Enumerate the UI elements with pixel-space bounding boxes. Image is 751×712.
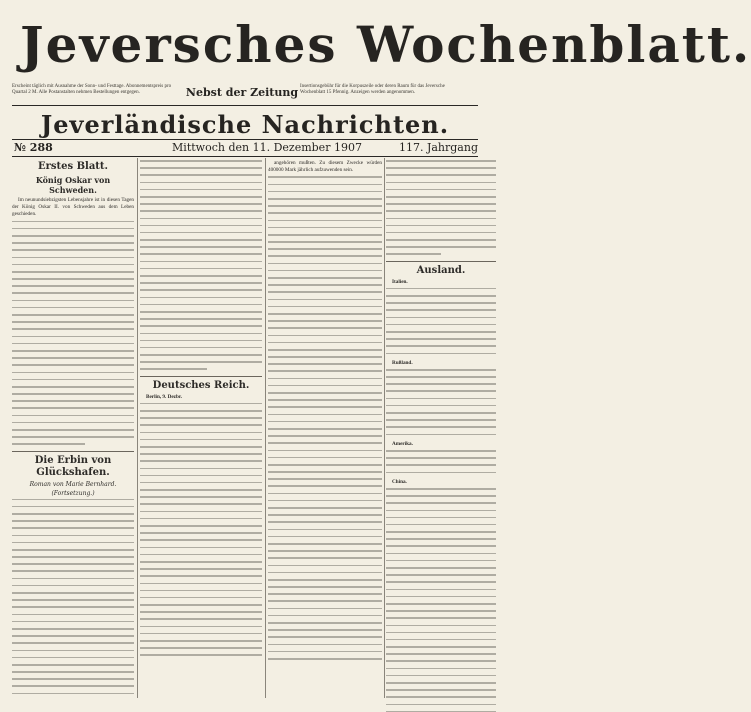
dateline: [140, 394, 262, 401]
section-rule: [12, 451, 134, 452]
paper-subtitle: Jeverländische Nachrichten.: [40, 110, 450, 139]
masthead-title: Jeversches Wochenblatt.: [20, 15, 751, 74]
section-rule: [386, 261, 496, 262]
serial-text-lines: [12, 499, 134, 695]
article-text-lines: [268, 176, 382, 659]
dateline-place: Rußland.: [392, 359, 413, 366]
article-paragraph: Im neunundsiebzigsten Lebensjahre ist in diesen Tagen der König Oskar II. von Schweden aus dem Leben geschieden.: [12, 197, 134, 218]
section-heading: Deutsches Reich.: [152, 379, 250, 391]
masthead-advertising-notice: Insertionsgebühr für die Korpuszeile oder deren Raum für das Jeversche Wochenblatt 15 Pfennig. Anzeigen werden angenommen.: [300, 84, 445, 95]
section-rule: [140, 376, 262, 377]
serial-title: Die Erbin von Glückshafen.: [34, 454, 112, 478]
dateline: [386, 360, 496, 367]
column-4: [386, 160, 496, 698]
article-text-lines: [140, 403, 262, 656]
issue-number: № 288: [14, 141, 53, 154]
issue-bar: [12, 141, 478, 155]
column-1: [12, 160, 134, 698]
subtitle-rule: [12, 139, 478, 140]
dateline-place: Berlin, 9. Dezbr.: [146, 393, 182, 400]
article-text-lines: [12, 221, 134, 445]
column-separator: [265, 158, 266, 698]
column-separator: [137, 158, 138, 698]
article-paragraph: angehören mußten. Zu diesem Zwecke würden 400000 Mark jährlich aufzuwenden sein.: [268, 160, 382, 174]
section-heading: Erstes Blatt.: [37, 161, 109, 172]
article-text-lines: [386, 450, 496, 473]
serial-author: Roman von Marie Bernhard.: [29, 480, 117, 488]
masthead-rule: [12, 105, 478, 106]
issue-rule: [12, 156, 478, 157]
issue-year: 117. Jahrgang: [398, 141, 478, 154]
dateline-place: Italien.: [392, 278, 408, 285]
column-2: [140, 160, 262, 698]
article-title: König Oskar von Schweden.: [35, 175, 111, 195]
serial-continuation: (Fortsetzung.): [51, 489, 95, 497]
masthead-subscription-notice: Erscheint täglich mit Ausnahme der Sonn- und Festtage. Abonnementspreis pro Quartal 2 M. Alle Postanstalten nehmen Bestellungen entgegen.: [12, 84, 172, 95]
article-text-lines: [386, 160, 496, 255]
dateline: [386, 479, 496, 486]
article-text-lines: [386, 288, 496, 354]
masthead-supplement-note: Nebst der Zeitung: [185, 86, 299, 99]
dateline-place: Amerika.: [392, 440, 413, 447]
article-text-lines: [386, 488, 496, 712]
dateline: [386, 441, 496, 448]
dateline: [386, 279, 496, 286]
section-heading: Ausland.: [416, 264, 466, 276]
dateline-place: China.: [392, 478, 407, 485]
column-separator: [384, 158, 385, 698]
article-text-lines: [386, 369, 496, 435]
article-text-lines: [140, 160, 262, 370]
issue-date: Mittwoch den 11. Dezember 1907: [172, 141, 362, 154]
column-3: [268, 160, 382, 698]
